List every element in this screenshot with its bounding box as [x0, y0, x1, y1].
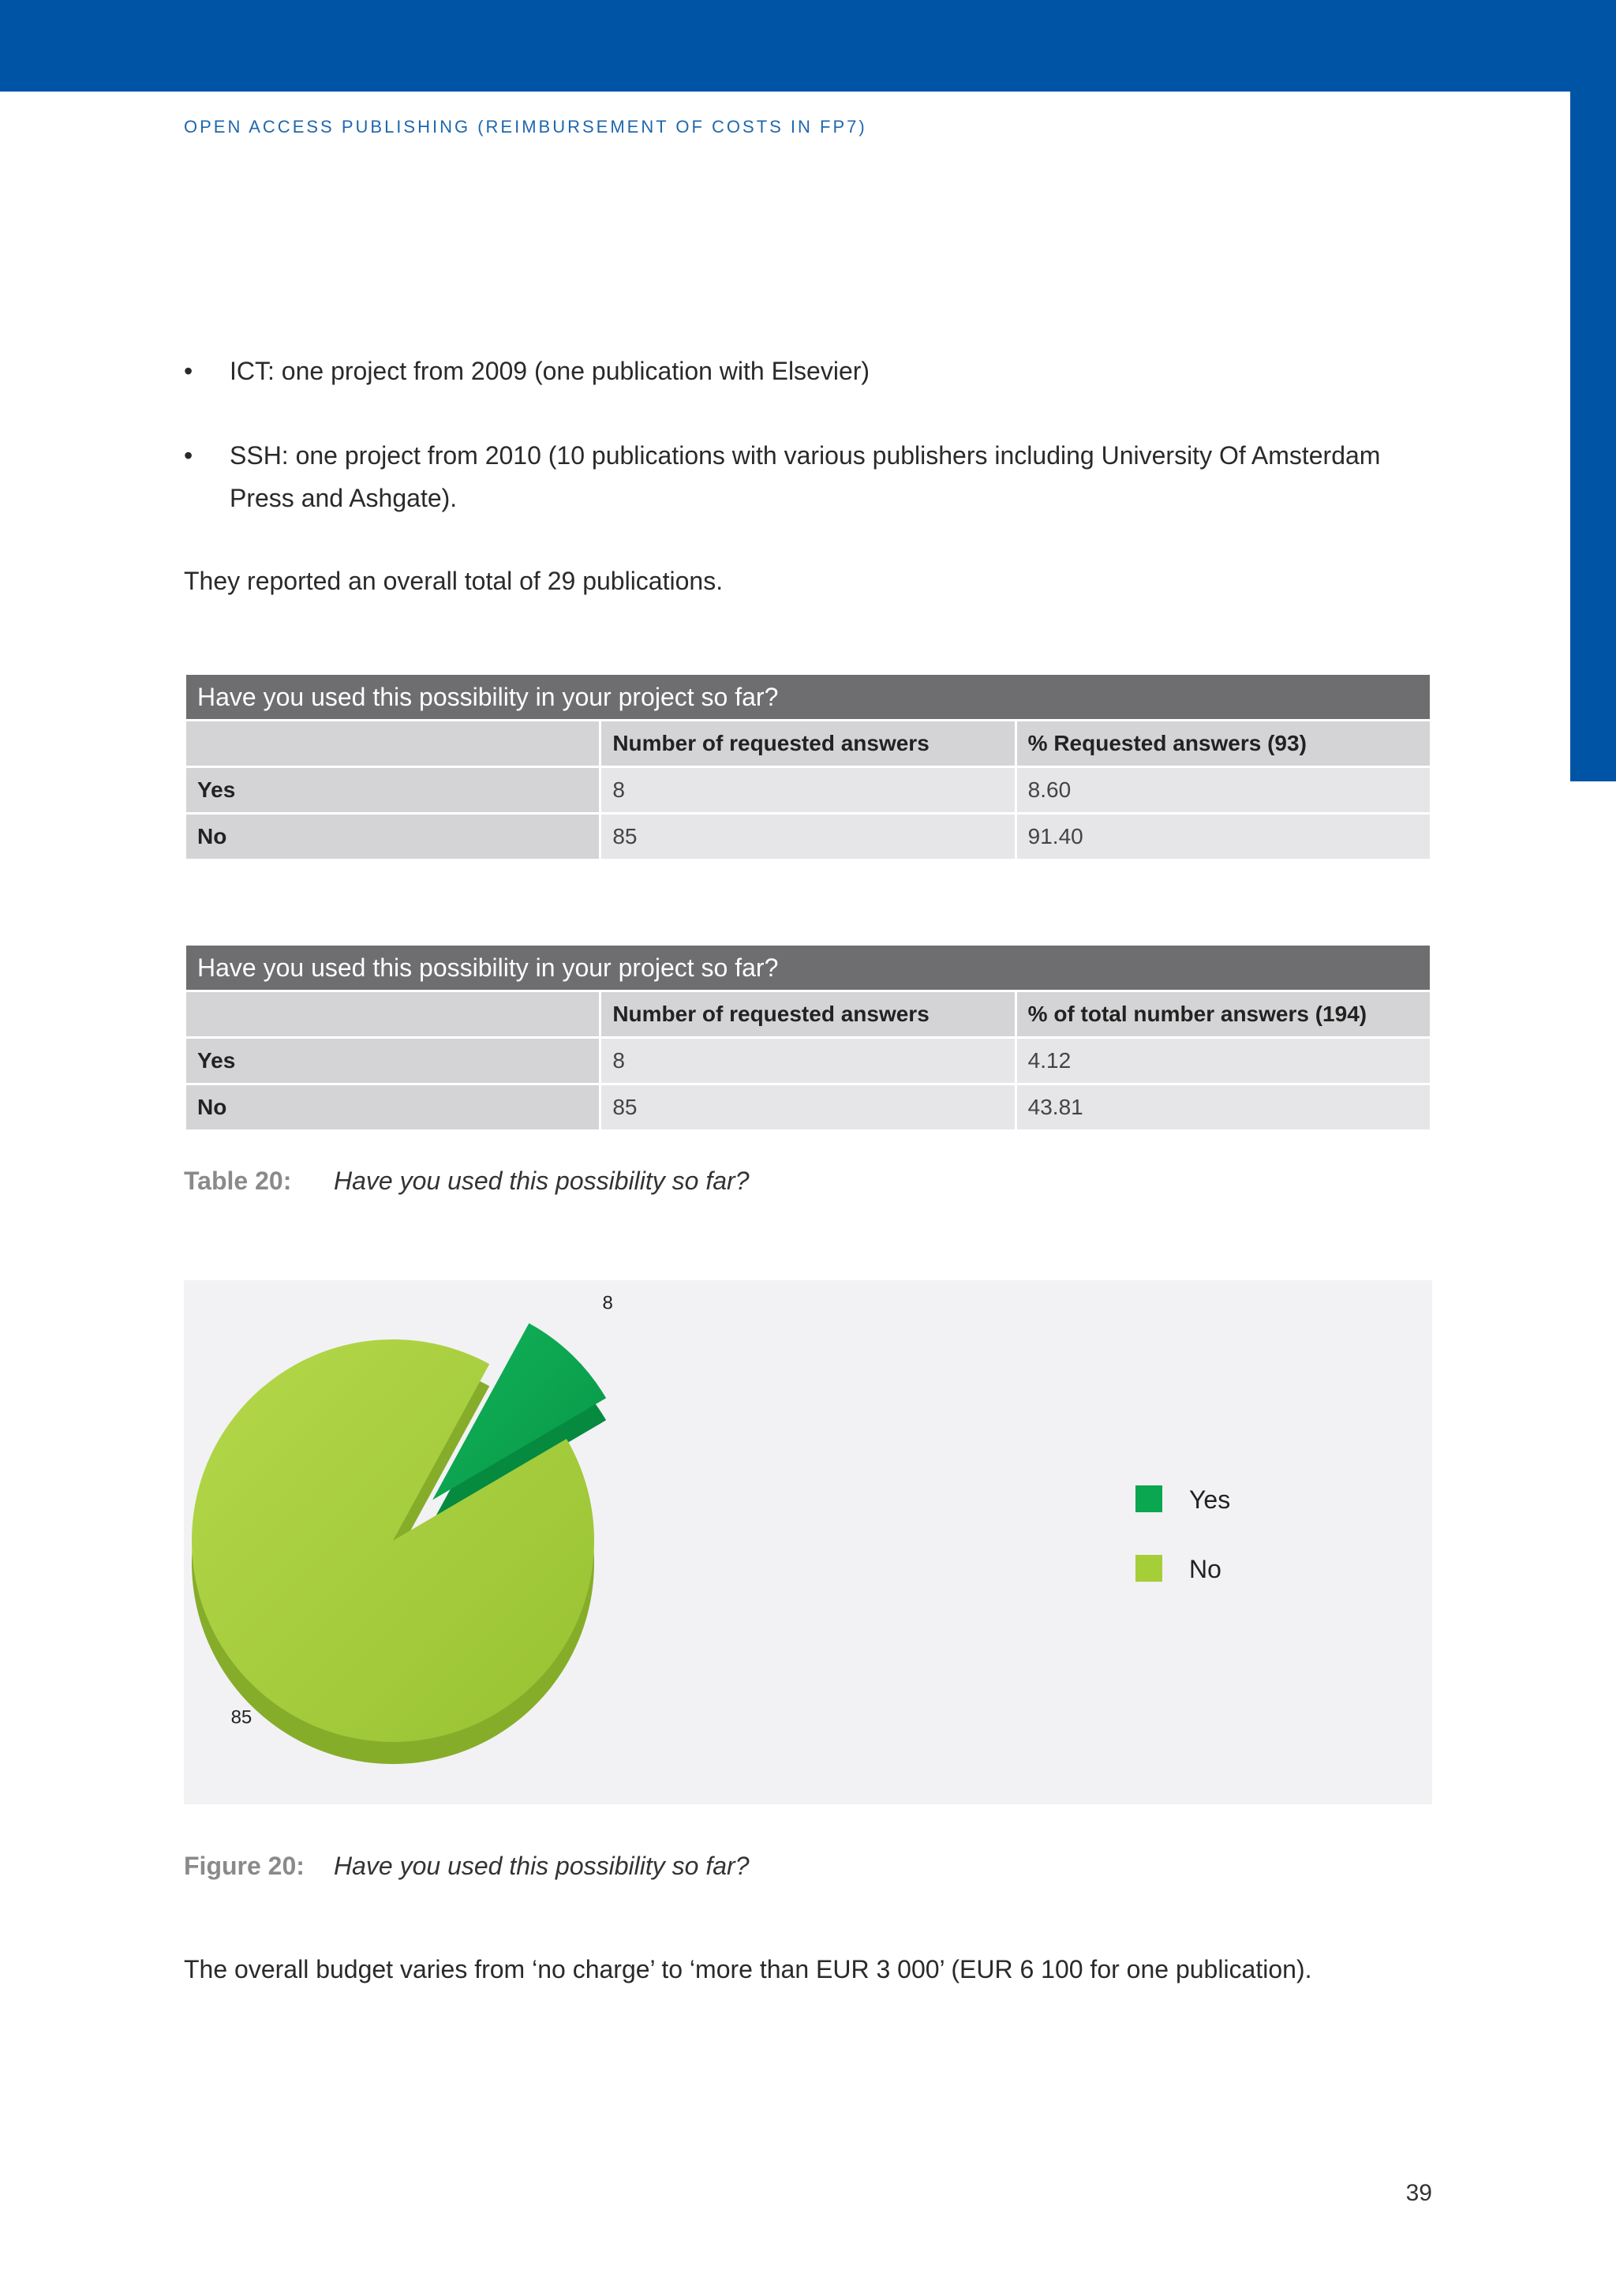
column-header: [186, 992, 599, 1036]
column-header: Number of requested answers: [601, 992, 1014, 1036]
results-table-total: [184, 943, 1432, 1132]
table-cell: 91.40: [1017, 815, 1430, 859]
caption-title: Have you used this possibility so far?: [334, 1852, 750, 1880]
top-color-bar: [0, 0, 1616, 92]
bullet-marker: •: [184, 357, 193, 385]
figure-caption: [184, 1852, 749, 1881]
summary-paragraph: They reported an overall total of 29 publications.: [184, 567, 724, 595]
table-cell: 8: [601, 1039, 1014, 1083]
row-label: Yes: [186, 1039, 599, 1083]
table-caption: [184, 1167, 749, 1196]
row-label: Yes: [186, 768, 599, 812]
table-row: [186, 768, 1430, 812]
table-row: [186, 1085, 1430, 1129]
table-cell: 43.81: [1017, 1085, 1430, 1129]
closing-paragraph: The overall budget varies from ‘no charge’ to ‘more than EUR 3 000’ (EUR 6 100 for one publication).: [184, 1955, 1312, 1983]
caption-title: Have you used this possibility so far?: [334, 1167, 750, 1195]
bullet-text: ICT: one project from 2009 (one publication with Elsevier): [230, 357, 870, 385]
caption-label: Figure 20:: [184, 1852, 305, 1880]
row-label: No: [186, 1085, 599, 1129]
table-cell: 4.12: [1017, 1039, 1430, 1083]
table-row: [186, 815, 1430, 859]
pie-chart-panel: [184, 1280, 1432, 1804]
column-header: [186, 721, 599, 766]
pie-chart: [184, 1280, 1432, 1804]
table-cell: 85: [601, 815, 1014, 859]
table-question: Have you used this possibility in your project so far?: [186, 675, 1430, 719]
side-color-tab: [1570, 0, 1616, 781]
data-label-no: 85: [230, 1706, 252, 1729]
legend-swatch-yes: [1135, 1485, 1162, 1512]
column-header: Number of requested answers: [601, 721, 1014, 766]
column-header: % of total number answers (194): [1017, 992, 1430, 1036]
results-table-requested: [184, 672, 1432, 861]
table-row: [186, 1039, 1430, 1083]
legend-swatch-no: [1135, 1555, 1162, 1582]
column-header: % Requested answers (93): [1017, 721, 1430, 766]
page-number: 39: [1405, 2180, 1432, 2206]
bullet-text: SSH: one project from 2010 (10 publications with various publishers including University Of Amsterdam Press and Ashgate).: [230, 441, 1381, 512]
table-cell: 8.60: [1017, 768, 1430, 812]
bullet-marker: •: [184, 441, 193, 470]
legend-label-no: No: [1189, 1555, 1221, 1583]
caption-label: Table 20:: [184, 1167, 292, 1195]
table-question: Have you used this possibility in your project so far?: [186, 946, 1430, 990]
data-label-yes: 8: [602, 1292, 613, 1314]
table-cell: 85: [601, 1085, 1014, 1129]
row-label: No: [186, 815, 599, 859]
legend-label-yes: Yes: [1189, 1485, 1231, 1514]
table-cell: 8: [601, 768, 1014, 812]
running-header: OPEN ACCESS PUBLISHING (REIMBURSEMENT OF COSTS IN FP7): [184, 117, 867, 137]
